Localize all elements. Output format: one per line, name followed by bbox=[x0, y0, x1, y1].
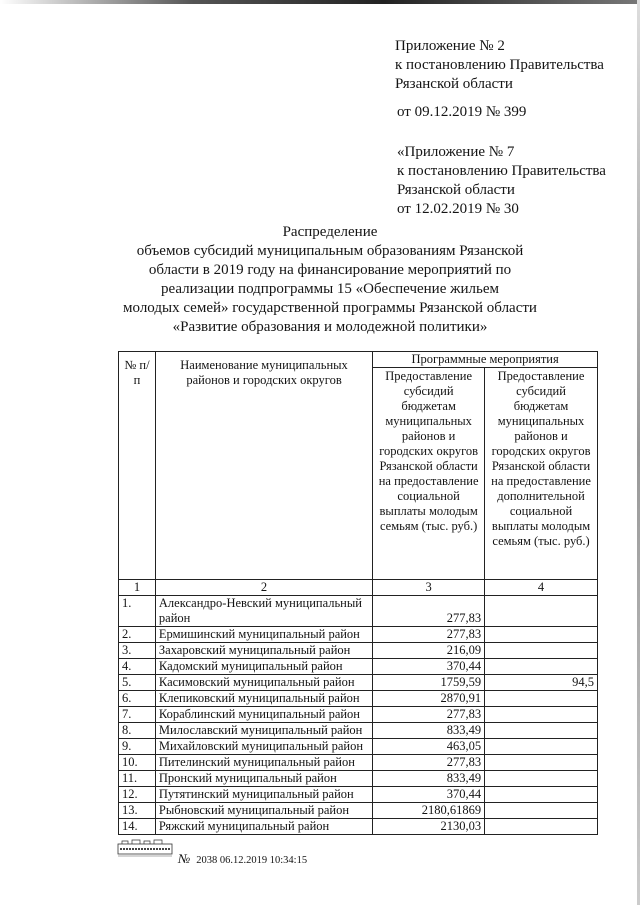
column-number-4: 4 bbox=[485, 580, 598, 596]
row-number: 12. bbox=[119, 787, 156, 803]
row-value-col3: 833,49 bbox=[373, 723, 485, 739]
row-number: 6. bbox=[119, 691, 156, 707]
title-line: «Развитие образования и молодежной политики» bbox=[172, 319, 488, 335]
row-number: 3. bbox=[119, 643, 156, 659]
registration-sign: № bbox=[178, 851, 191, 866]
header-program-activities: Программные мероприятия bbox=[373, 352, 598, 368]
table-row bbox=[119, 819, 598, 835]
title-line: области в 2019 году на финансирование мероприятий по bbox=[148, 262, 512, 278]
header-col3: Предоставление субсидий бюджетам муниципальных районов и городских округов Рязанской области на предоставление социальной выплаты молодым семьям (тыс. руб.) bbox=[373, 368, 485, 580]
table-row bbox=[119, 787, 598, 803]
row-value-col4 bbox=[485, 819, 598, 835]
quoted-appendix-line: к постановлению Правительства bbox=[397, 163, 606, 179]
table-row bbox=[119, 723, 598, 739]
row-value-col4 bbox=[485, 803, 598, 819]
appendix-line: Приложение № 2 bbox=[395, 38, 505, 54]
table-row bbox=[119, 691, 598, 707]
row-value-col4 bbox=[485, 643, 598, 659]
title-line: объемов субсидий муниципальным образованиям Рязанской bbox=[136, 243, 524, 259]
row-value-col4 bbox=[485, 659, 598, 675]
row-number: 2. bbox=[119, 627, 156, 643]
table-row bbox=[119, 739, 598, 755]
row-value-col3: 216,09 bbox=[373, 643, 485, 659]
row-value-col4 bbox=[485, 755, 598, 771]
table-row bbox=[119, 771, 598, 787]
appendix-date: от 09.12.2019 № 399 bbox=[397, 104, 527, 120]
header-number: № п/п bbox=[119, 352, 156, 580]
title-line: Распределение bbox=[282, 224, 378, 240]
table-row bbox=[119, 627, 598, 643]
table-row bbox=[119, 659, 598, 675]
row-value-col4 bbox=[485, 627, 598, 643]
document-title bbox=[110, 223, 550, 337]
row-name: Клепиковский муниципальный район bbox=[155, 691, 372, 707]
row-value-col3: 370,44 bbox=[373, 659, 485, 675]
row-value-col3: 2870,91 bbox=[373, 691, 485, 707]
row-value-col3: 370,44 bbox=[373, 787, 485, 803]
row-name: Рыбновский муниципальный район bbox=[155, 803, 372, 819]
row-value-col3: 277,83 bbox=[373, 627, 485, 643]
registration-stamp-icon bbox=[116, 838, 174, 858]
row-name: Милославский муниципальный район bbox=[155, 723, 372, 739]
table-row bbox=[119, 675, 598, 691]
table-row bbox=[119, 707, 598, 723]
table-row bbox=[119, 755, 598, 771]
header-name: Наименование муниципальных районов и городских округов bbox=[155, 352, 372, 580]
quoted-appendix-line: Рязанской области bbox=[397, 182, 515, 198]
appendix-line: к постановлению Правительства bbox=[395, 57, 604, 73]
row-name: Александро-Невский муниципальный район bbox=[155, 596, 372, 627]
row-name: Захаровский муниципальный район bbox=[155, 643, 372, 659]
registration-footer bbox=[178, 851, 307, 867]
row-number: 11. bbox=[119, 771, 156, 787]
row-name: Михайловский муниципальный район bbox=[155, 739, 372, 755]
quoted-appendix-header bbox=[397, 143, 606, 219]
row-value-col3: 277,83 bbox=[373, 707, 485, 723]
quoted-appendix-line: от 12.02.2019 № 30 bbox=[397, 201, 519, 217]
appendix-header bbox=[395, 37, 604, 94]
subsidy-distribution-table bbox=[118, 351, 598, 835]
row-value-col4 bbox=[485, 771, 598, 787]
appendix-line: Рязанской области bbox=[395, 76, 513, 92]
row-name: Пителинский муниципальный район bbox=[155, 755, 372, 771]
row-value-col4 bbox=[485, 707, 598, 723]
title-line: молодых семей» государственной программы Рязанской области bbox=[123, 300, 537, 316]
row-value-col3: 2130,03 bbox=[373, 819, 485, 835]
row-value-col4 bbox=[485, 691, 598, 707]
row-number: 5. bbox=[119, 675, 156, 691]
row-name: Пронский муниципальный район bbox=[155, 771, 372, 787]
row-value-col3: 833,49 bbox=[373, 771, 485, 787]
row-number: 8. bbox=[119, 723, 156, 739]
row-value-col4: 94,5 bbox=[485, 675, 598, 691]
row-name: Ряжский муниципальный район bbox=[155, 819, 372, 835]
row-name: Кадомский муниципальный район bbox=[155, 659, 372, 675]
table-row bbox=[119, 643, 598, 659]
row-value-col3: 277,83 bbox=[373, 755, 485, 771]
row-name: Путятинский муниципальный район bbox=[155, 787, 372, 803]
row-name: Кораблинский муниципальный район bbox=[155, 707, 372, 723]
scan-edge-top bbox=[0, 0, 640, 4]
row-number: 13. bbox=[119, 803, 156, 819]
quoted-appendix-line: «Приложение № 7 bbox=[397, 144, 515, 160]
title-line: реализации подпрограммы 15 «Обеспечение жильем bbox=[161, 281, 499, 297]
row-value-col4 bbox=[485, 596, 598, 627]
header-col4: Предоставление субсидий бюджетам муниципальных районов и городских округов Рязанской области на предоставление дополнительной социальной выплаты молодым семьям (тыс. руб.) bbox=[485, 368, 598, 580]
row-value-col3: 463,05 bbox=[373, 739, 485, 755]
row-value-col4 bbox=[485, 787, 598, 803]
table-row bbox=[119, 803, 598, 819]
row-number: 4. bbox=[119, 659, 156, 675]
row-value-col3: 277,83 bbox=[373, 596, 485, 627]
registration-text: 2038 06.12.2019 10:34:15 bbox=[196, 855, 308, 866]
row-number: 9. bbox=[119, 739, 156, 755]
row-number: 7. bbox=[119, 707, 156, 723]
row-name: Ермишинский муниципальный район bbox=[155, 627, 372, 643]
row-name: Касимовский муниципальный район bbox=[155, 675, 372, 691]
table-row bbox=[119, 596, 598, 627]
column-number-1: 1 bbox=[119, 580, 156, 596]
column-number-2: 2 bbox=[155, 580, 372, 596]
row-value-col4 bbox=[485, 723, 598, 739]
row-value-col3: 1759,59 bbox=[373, 675, 485, 691]
column-number-3: 3 bbox=[373, 580, 485, 596]
row-value-col3: 2180,61869 bbox=[373, 803, 485, 819]
row-number: 1. bbox=[119, 596, 156, 627]
row-value-col4 bbox=[485, 739, 598, 755]
row-number: 14. bbox=[119, 819, 156, 835]
row-number: 10. bbox=[119, 755, 156, 771]
